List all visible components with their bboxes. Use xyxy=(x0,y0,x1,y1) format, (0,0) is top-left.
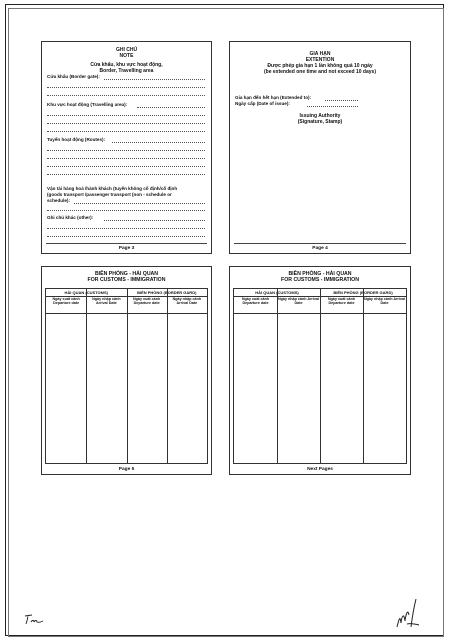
dotted-line xyxy=(74,203,205,204)
table-column-divider xyxy=(320,289,321,463)
page-number: Next Pages xyxy=(307,467,333,472)
customs-header-2: FOR CUSTOMS - IMMIGRATION xyxy=(87,277,166,283)
travelling-area-label: Khu vực hoạt động (Travelling area): xyxy=(47,102,128,107)
dotted-line xyxy=(47,115,205,116)
dotted-line xyxy=(47,87,205,88)
column-header: Ngày xuất cảnh Departure date xyxy=(327,297,356,306)
column-header: Ngày xuất cảnh Departure date xyxy=(52,297,80,306)
dotted-line xyxy=(47,158,205,159)
customs-header-2: FOR CUSTOMS - IMMIGRATION xyxy=(281,277,359,283)
table-column-divider xyxy=(127,289,128,463)
others-label: Ghi chú khác (other): xyxy=(47,215,94,220)
dotted-line xyxy=(325,100,358,101)
extension-title-en: EXTENTION xyxy=(305,57,335,63)
group-customs: HẢI QUAN (CUSTOMS) xyxy=(64,290,108,295)
column-header: Ngày nhập cảnh Arrival Date xyxy=(277,297,320,306)
column-header: Ngày nhập cảnh Arrival Date xyxy=(92,297,121,306)
signature-stamp: (Signature, Stamp) xyxy=(297,119,343,125)
dotted-line xyxy=(137,107,205,108)
routes-label: Tuyến hoạt động (Routes): xyxy=(47,137,106,142)
handwritten-signature-right xyxy=(393,597,421,633)
date-of-issue-label: Ngày cấp (Date of issue): xyxy=(235,101,290,106)
issuing-authority: Issuing Authority xyxy=(299,113,341,119)
dotted-line xyxy=(47,123,205,124)
customs-header-1: BIÊN PHÒNG - HẢI QUAN xyxy=(288,271,352,277)
table-column-divider xyxy=(363,289,364,463)
transport-line-2: (goods transport /passenger transport (non - schedule or xyxy=(47,192,172,197)
extension-title-vi: GIA HẠN xyxy=(309,51,331,57)
page-footer-line xyxy=(234,243,406,244)
stamp-table xyxy=(233,288,407,464)
transport-line-1: Vận tải hàng hoá /hành khách (tuyến không cố định/cố định xyxy=(47,186,178,191)
column-header: Ngày nhập cảnh Arrival Date xyxy=(363,297,406,306)
page-next-customs-immigration xyxy=(229,266,411,475)
page-footer-line xyxy=(46,243,207,244)
customs-header-1: BIÊN PHÒNG - HẢI QUAN xyxy=(94,271,159,277)
extension-sub-vi: Được phép gia hạn 1 lần không quá 10 ngày xyxy=(267,63,373,69)
page-5-customs-immigration xyxy=(41,266,212,475)
dotted-line xyxy=(47,150,205,151)
page-number: Page 3 xyxy=(118,246,135,251)
extension-sub-en: (be extended one time and not exceed 10 days) xyxy=(264,69,376,75)
stamp-table xyxy=(45,288,208,464)
area-en: Border, Travelling area xyxy=(99,68,154,74)
table-column-divider xyxy=(86,289,87,463)
area-vi: Cửa khẩu, khu vực hoạt động, xyxy=(90,62,163,68)
group-customs: HẢI QUAN (CUSTOMS) xyxy=(255,290,299,295)
notes-title-vi: GHI CHÚ xyxy=(115,47,138,53)
group-border: BIÊN PHÒNG (BORDER GARD) xyxy=(333,290,393,295)
column-header: Ngày xuất cảnh Departure date xyxy=(132,297,161,306)
page-number: Page 5 xyxy=(118,467,135,472)
table-column-divider xyxy=(277,289,278,463)
dotted-line xyxy=(104,220,205,221)
dotted-line xyxy=(47,174,205,175)
dotted-line xyxy=(104,79,205,80)
handwritten-initials-left xyxy=(23,612,45,626)
dotted-line xyxy=(47,236,205,237)
dotted-line xyxy=(47,228,205,229)
dotted-line xyxy=(47,166,205,167)
page-3-notes xyxy=(41,41,212,254)
notes-title-en: NOTE xyxy=(119,53,134,59)
column-header: Ngày nhập cảnh Arrival Date xyxy=(172,297,202,306)
page-number: Page 4 xyxy=(312,246,328,251)
dotted-line xyxy=(47,131,205,132)
dotted-line xyxy=(47,210,205,211)
table-column-divider xyxy=(167,289,168,463)
group-border: BIÊN PHÒNG (BORDER GARD) xyxy=(137,290,197,295)
dotted-line xyxy=(112,142,205,143)
dotted-line xyxy=(47,95,205,96)
transport-line-3: schedule): xyxy=(47,198,70,203)
border-gate-label: Cửa khẩu (Border gate): xyxy=(47,74,100,79)
column-header: Ngày xuất cảnh Departure date xyxy=(241,297,270,306)
extended-to-label: Gia hạn đến hết hạn (Extended to): xyxy=(235,95,312,100)
dotted-line xyxy=(307,106,358,107)
page-4-extension xyxy=(229,41,411,254)
